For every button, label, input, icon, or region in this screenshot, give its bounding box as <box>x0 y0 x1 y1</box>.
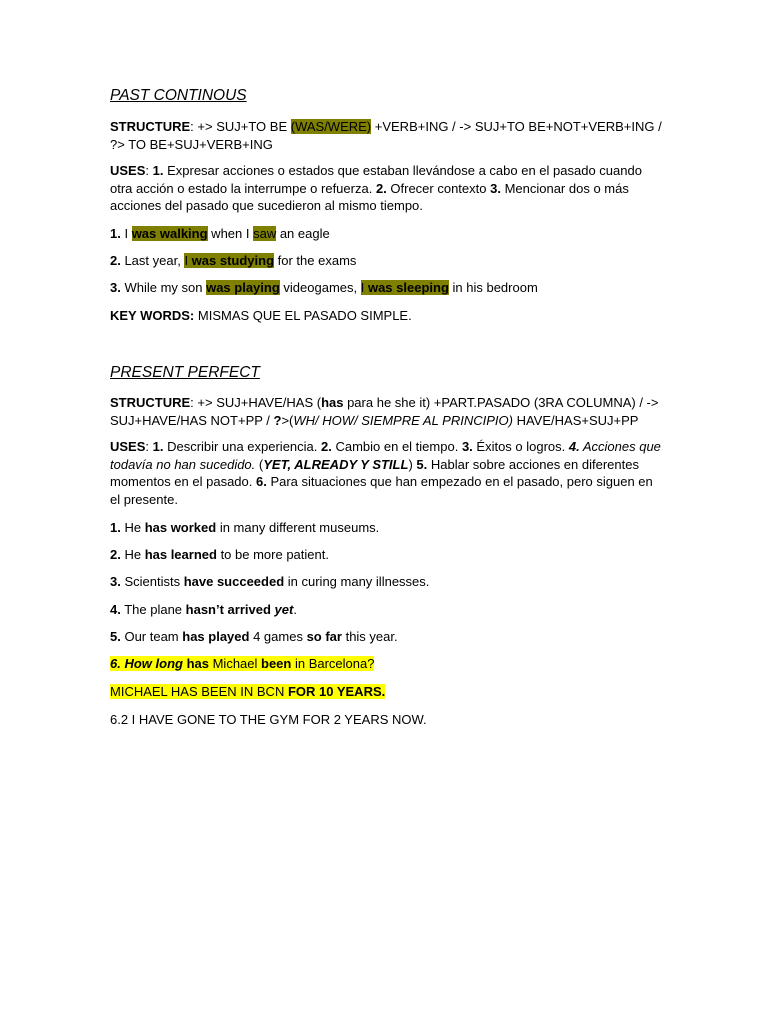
pp-example-4: 4. The plane hasn’t arrived yet. <box>110 602 297 617</box>
structure-label: STRUCTURE <box>110 119 191 134</box>
pp-example-2: 2. He has learned to be more patient. <box>110 547 329 562</box>
uses-paragraph-pp: USES: 1. Describir una experiencia. 2. Cambio en el tiempo. 3. Éxitos o logros. 4. Acciones que todavía no han sucedido. (YET, ALREADY Y STILL) 5. Hablar sobre acciones en diferentes momentos en el pasado. 6. Para situaciones que han empezado en el pasado, pero siguen en el presente. <box>110 439 661 507</box>
pp-example-3: 3. Scientists have succeeded in curing many illnesses. <box>110 574 430 589</box>
uses-paragraph: USES: 1. Expresar acciones o estados que estaban llevándose a cabo en el pasado cuando otra acción o estado la interrumpe o refuerza. 2. Ofrecer contexto 3. Mencionar dos o más acciones del pasado que sucedieron al mismo tiempo. <box>110 163 642 213</box>
example-3: 3. While my son was playing videogames, I was sleeping in his bedroom <box>110 280 538 295</box>
example-2: 2. Last year, I was studying for the exams <box>110 253 357 268</box>
key-words: KEY WORDS: MISMAS QUE EL PASADO SIMPLE. <box>110 308 412 323</box>
example-1: 1. I was walking when I saw an eagle <box>110 226 330 241</box>
structure-paragraph-pp: STRUCTURE: +> SUJ+HAVE/HAS (has para he she it) +PART.PASADO (3RA COLUMNA) / -> SUJ+HAVE/HAS NOT+PP / ?>(WH/ HOW/ SIEMPRE AL PRINCIPIO) HAVE/HAS+SUJ+PP <box>110 395 659 428</box>
pp-example-6-answer: MICHAEL HAS BEEN IN BCN FOR 10 YEARS. <box>110 684 386 699</box>
structure-paragraph: STRUCTURE: +> SUJ+TO BE (WAS/WERE) +VERB+ING / -> SUJ+TO BE+NOT+VERB+ING / ?> TO BE+SUJ+VERB+ING <box>110 119 662 152</box>
pp-example-6-2: 6.2 I HAVE GONE TO THE GYM FOR 2 YEARS NOW. <box>110 712 427 727</box>
pp-example-6-question: 6. How long has Michael been in Barcelona? <box>110 656 375 671</box>
heading-present-perfect: PRESENT PERFECT <box>110 364 260 381</box>
pp-example-5: 5. Our team has played 4 games so far this year. <box>110 629 398 644</box>
pp-example-1: 1. He has worked in many different museums. <box>110 520 380 535</box>
heading-past-continuous: PAST CONTINOUS <box>110 87 247 104</box>
